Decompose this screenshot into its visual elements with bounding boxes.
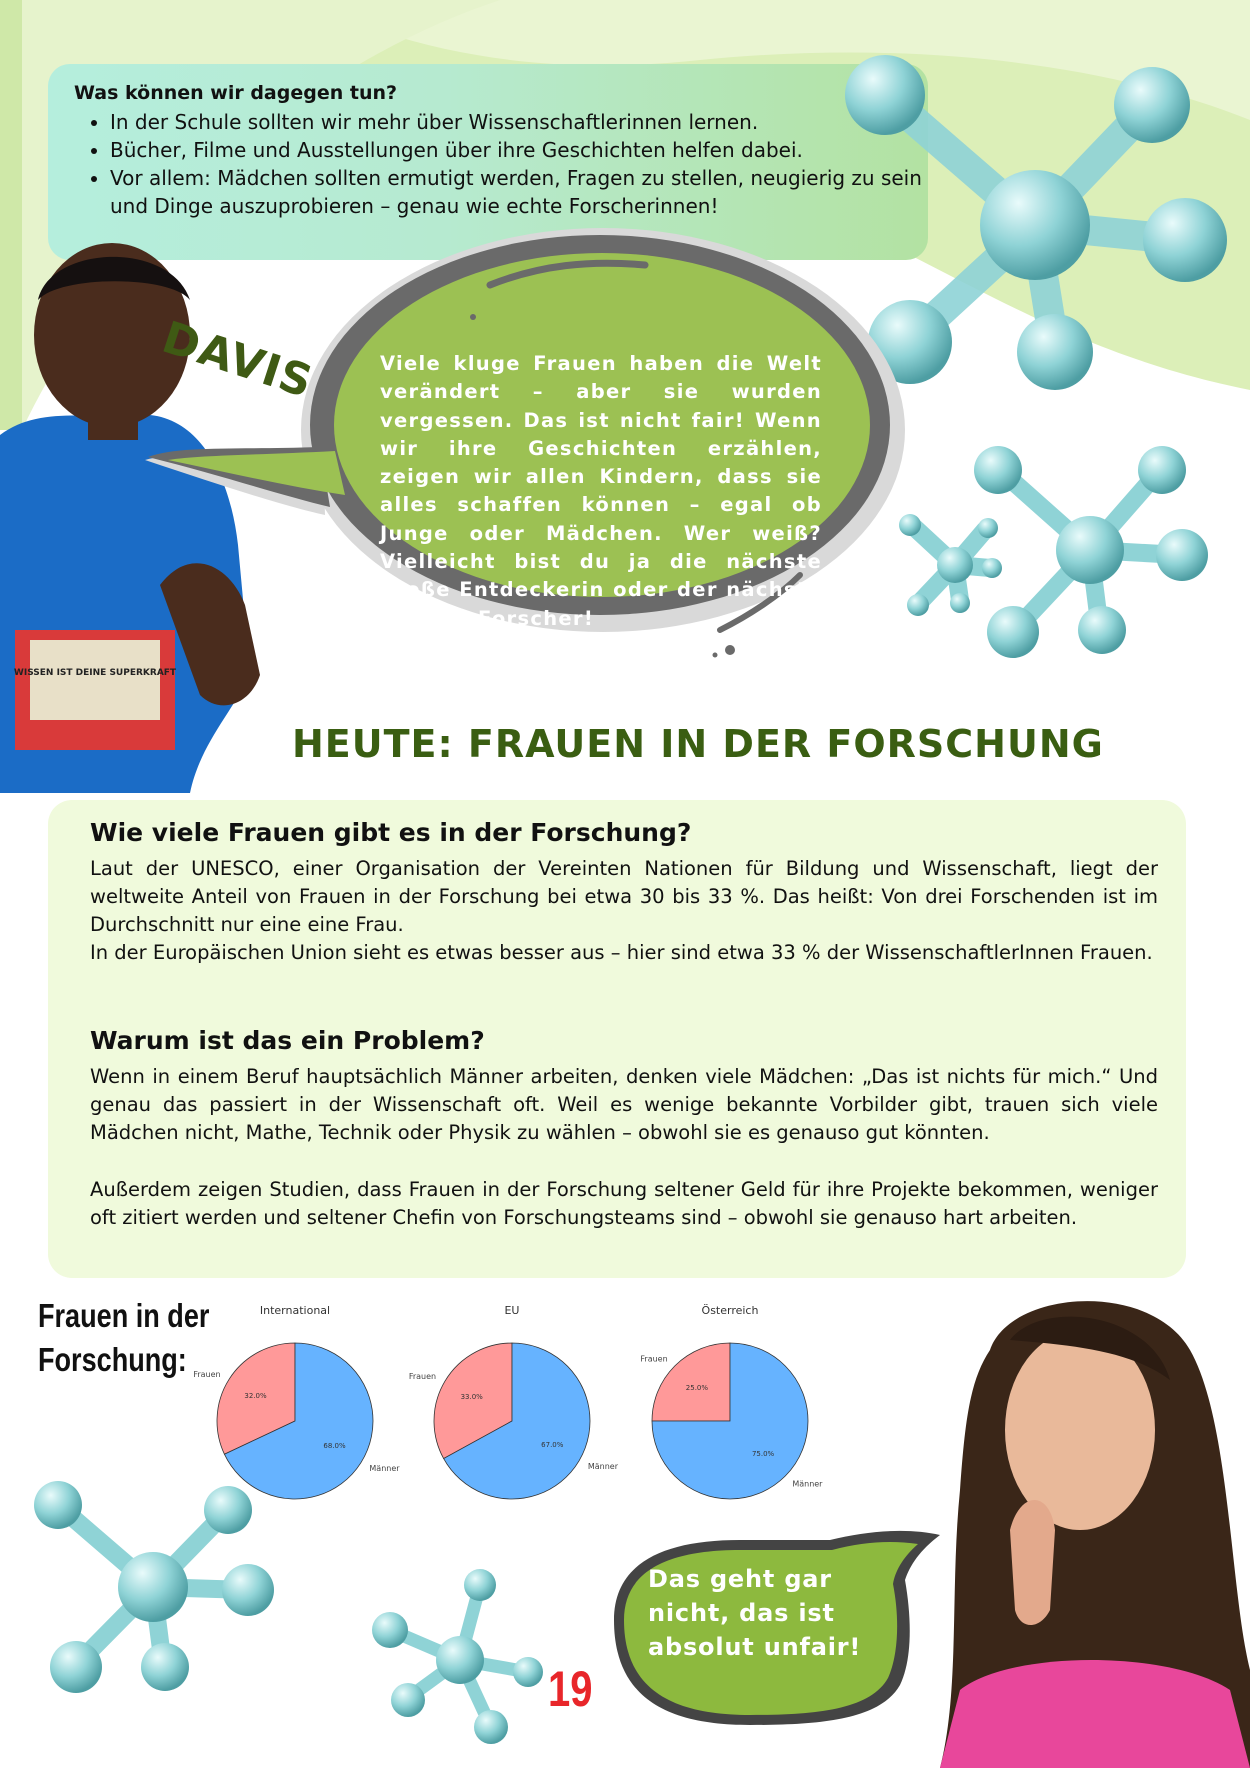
girl-photo (930, 1290, 1250, 1768)
tips-title: Was können wir dagegen tun? (74, 82, 398, 104)
tips-item: • In der Schule sollten wir mehr über Wissenschaftlerinnen lernen. (110, 108, 940, 136)
tips-item: • Bücher, Filme und Ausstellungen über ihre Geschichten helfen dabei. (110, 136, 940, 164)
chart-title: Österreich (701, 1304, 759, 1317)
shirt-text: WISSEN IST DEINE SUPERKRAFT (13, 668, 177, 678)
pie-value-label: 67.0% (541, 1440, 564, 1449)
pie-value-label: 68.0% (323, 1442, 346, 1451)
pie-value-label: 25.0% (685, 1383, 709, 1392)
page-number: 19 (548, 1661, 593, 1717)
chart-title: International (259, 1304, 331, 1317)
tips-list (82, 108, 940, 220)
paragraph: Außerdem zeigen Studien, dass Frauen in der Forschung seltener Geld für ihre Projekte bekommen, weniger oft zitiert werden und seltener Chefin von Forschungsteams sind – obwohl sie genauso hart arbeiten. (90, 1178, 1158, 1230)
pie-category-label: Männer (792, 1479, 823, 1489)
pie-category-label: Männer (587, 1461, 619, 1471)
paragraph: In der Europäischen Union sieht es etwas besser aus – hier sind etwa 33 % der WissenschaftlerInnen Frauen. (90, 941, 1153, 964)
molecule-bottom-center-icon (368, 1560, 548, 1750)
question-heading: Warum ist das ein Problem? (90, 1026, 485, 1055)
charts-label: Frauen in der Forschung: (38, 1297, 210, 1378)
davis-name: DAVIS (156, 312, 320, 409)
pie-value-label: 75.0% (751, 1450, 775, 1459)
pie-category-label: Männer (369, 1464, 400, 1474)
question-heading: Wie viele Frauen gibt es in der Forschung? (90, 818, 692, 847)
page-title: HEUTE: FRAUEN IN DER FORSCHUNG (292, 722, 1104, 766)
girl-quote: Das geht gar nicht, das ist absolut unfair! (648, 1565, 862, 1661)
paragraph: Wenn in einem Beruf hauptsächlich Männer arbeiten, denken viele Mädchen: „Das ist nichts für mich.“ Und genau das passiert in der Wissenschaft oft. Weil es wenige bekannte Vorbilder gibt, trauen sich viele Mädchen nicht, Mathe, Technik oder Physik zu wählen – obwohl sie es genauso gut könnten. (90, 1065, 1158, 1145)
tips-item: • Vor allem: Mädchen sollten ermutigt werden, Fragen zu stellen, neugierig zu sein und Dinge auszuprobieren – genau wie echte Forscherinnen! (110, 164, 940, 220)
pie-value-label: 32.0% (244, 1391, 267, 1400)
molecule-medium-icon (890, 440, 1220, 660)
pie-category-label: Frauen (640, 1354, 668, 1364)
pie-category-label: Frauen (193, 1369, 221, 1379)
molecule-bottom-left-icon (28, 1475, 278, 1700)
pie-value-label: 33.0% (460, 1393, 483, 1402)
paragraph: Laut der UNESCO, einer Organisation der Vereinten Nationen für Bildung und Wissenschaft, liegt der weltweite Anteil von Frauen in der Forschung bei etwa 30 bis 33 %. Das heißt: Von drei Forschenden ist im Durchschnitt nur eine eine Frau. (90, 857, 1158, 937)
pie-charts (193, 1296, 920, 1520)
chart-title: EU (504, 1304, 520, 1317)
davis-quote: Viele kluge Frauen haben die Welt verändert – aber sie wurden vergessen. Das ist nicht fair! Wenn wir ihre Geschichten erzählen, zeigen wir allen Kindern, dass sie alles schaffen können – egal ob Junge oder Mädchen. Wer weiß? Vielleicht bist du ja die nächste große Entdeckerin oder der nächste geniale Forscher! (380, 352, 822, 630)
pie-category-label: Frauen (408, 1372, 437, 1382)
